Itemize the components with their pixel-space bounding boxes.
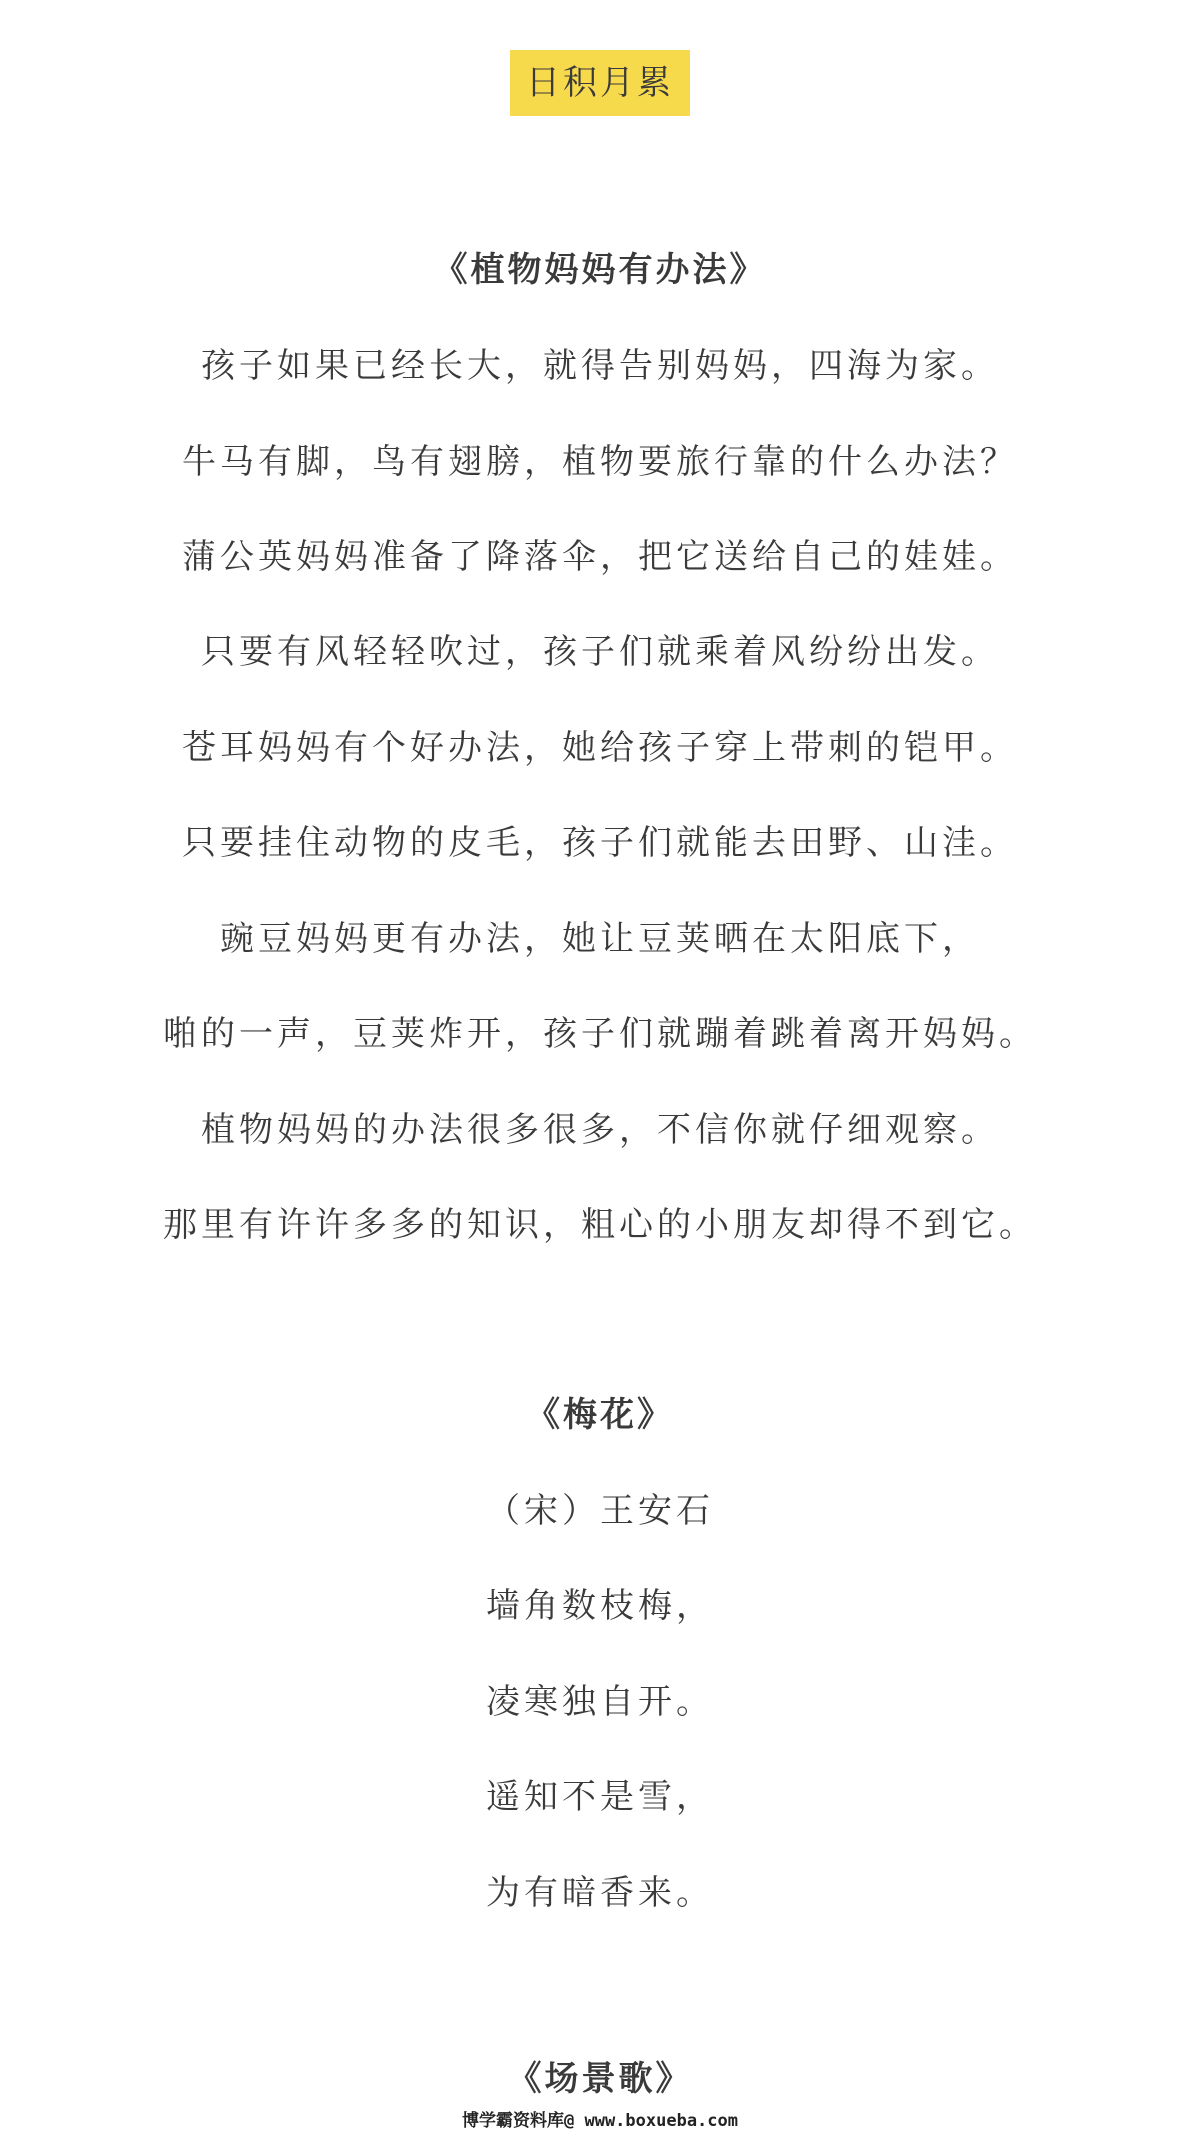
poem-line: 那里有许许多多的知识，粗心的小朋友却得不到它。: [163, 1205, 1037, 1245]
poem-line: 植物妈妈的办法很多很多，不信你就仔细观察。: [201, 1110, 999, 1150]
poem-title: 《梅花》: [526, 1395, 674, 1435]
poem-line: 只要有风轻轻吹过，孩子们就乘着风纷纷出发。: [201, 632, 999, 672]
poem-line: 蒲公英妈妈准备了降落伞，把它送给自己的娃娃。: [182, 537, 1018, 577]
poem-line: 为有暗香来。: [486, 1873, 714, 1913]
poem-title: 《植物妈妈有办法》: [433, 250, 767, 290]
section-badge: 日积月累: [510, 50, 690, 116]
poem-line: 墙角数枝梅，: [486, 1586, 714, 1626]
section-header: [0, 50, 1200, 116]
poem-line: 豌豆妈妈更有办法，她让豆荚晒在太阳底下，: [220, 919, 980, 959]
poem-line: 啪的一声，豆荚炸开，孩子们就蹦着跳着离开妈妈。: [163, 1014, 1037, 1054]
poem-line: 凌寒独自开。: [486, 1682, 714, 1722]
poem-line: 孩子如果已经长大，就得告别妈妈，四海为家。: [201, 346, 999, 386]
poem-line: 只要挂住动物的皮毛，孩子们就能去田野、山洼。: [182, 823, 1018, 863]
watermark-footer: 博学霸资料库@ www.boxueba.com: [462, 2111, 738, 2131]
poem-line: 苍耳妈妈有个好办法，她给孩子穿上带刺的铠甲。: [182, 728, 1018, 768]
poem-title: 《场景歌》: [507, 2059, 693, 2099]
poem-author: （宋）王安石: [486, 1491, 714, 1531]
poem-line: 遥知不是雪，: [486, 1777, 714, 1817]
poem-line: 牛马有脚，鸟有翅膀，植物要旅行靠的什么办法？: [182, 442, 1018, 482]
